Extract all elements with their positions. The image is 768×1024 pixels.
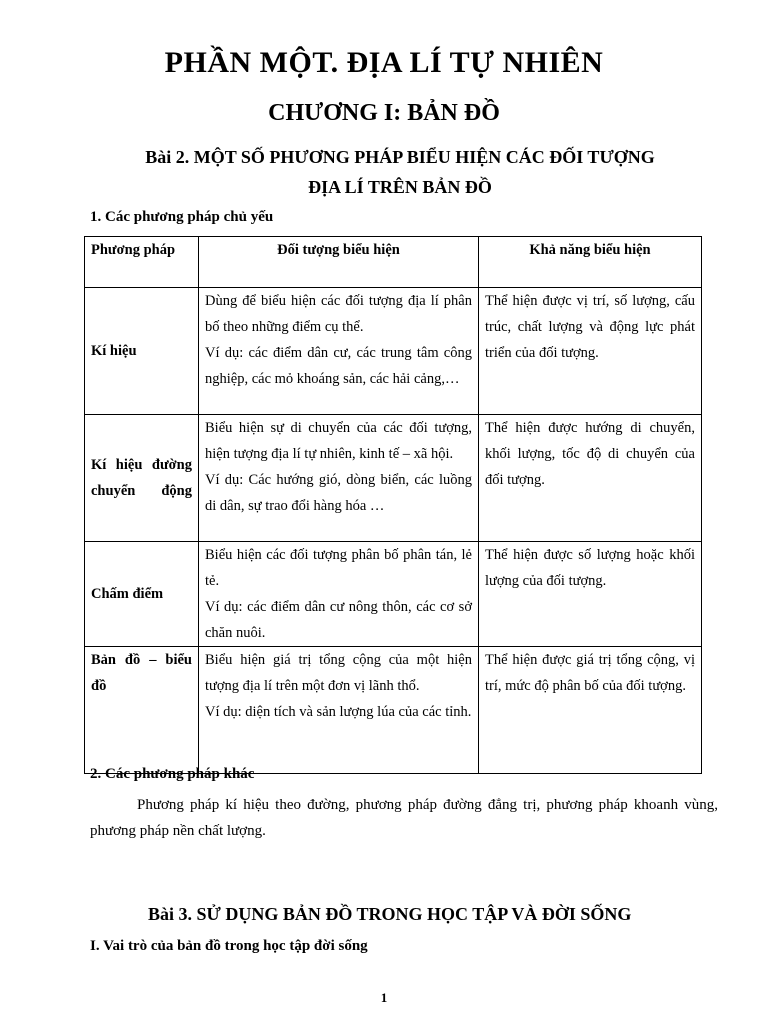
header-object: Đối tượng biểu hiện (199, 237, 479, 288)
row-object: Biểu hiện các đối tượng phân bố phân tán, lẻ tẻ. (205, 547, 472, 589)
row-object: Dùng để biểu hiện các đối tượng địa lí phân bố theo những điểm cụ thể. (205, 293, 472, 335)
section-2-heading: 2. Các phương pháp khác (90, 766, 255, 782)
row-example: Ví dụ: diện tích và sản lượng lúa của các tỉnh. (205, 704, 472, 720)
row-object-cell (199, 288, 479, 415)
row-capability: Thể hiện được hướng di chuyển, khối lượng, tốc độ di chuyển của đối tượng. (485, 420, 695, 488)
row-capability: Thể hiện được giá trị tổng cộng, vị trí, mức độ phân bố của đối tượng. (485, 652, 695, 694)
row-example: Ví dụ: Các hướng gió, dòng biển, các luồng di dân, sự trao đổi hàng hóa … (205, 472, 472, 514)
row-object-cell (199, 542, 479, 647)
section-2-body: Phương pháp kí hiệu theo đường, phương pháp đường đẳng trị, phương pháp khoanh vùng, phương pháp nền chất lượng. (90, 797, 718, 839)
row-capability: Thể hiện được vị trí, số lượng, cấu trúc, chất lượng và động lực phát triển của đối tượng. (485, 293, 695, 361)
part-title: PHẦN MỘT. ĐỊA LÍ TỰ NHIÊN (164, 46, 604, 79)
methods-table (84, 236, 702, 774)
row-example: Ví dụ: các điểm dân cư, các trung tâm công nghiệp, các mỏ khoáng sản, các hải cảng,… (205, 345, 472, 387)
table-row (85, 415, 702, 542)
lesson-3-title: Bài 3. SỬ DỤNG BẢN ĐỒ TRONG HỌC TẬP VÀ ĐỜI SỐNG (148, 904, 632, 924)
row-capability-cell (479, 542, 702, 647)
table-row (85, 542, 702, 647)
row-object-cell (199, 415, 479, 542)
lesson-2-title (60, 142, 740, 202)
header-method: Phương pháp (85, 237, 199, 288)
row-method: Kí hiệu đường chuyển động (85, 415, 199, 542)
table-header-row (85, 237, 702, 288)
section-i-heading: I. Vai trò của bản đồ trong học tập đời sống (90, 938, 368, 954)
row-object-cell (199, 647, 479, 774)
row-capability: Thể hiện được số lượng hoặc khối lượng của đối tượng. (485, 547, 695, 589)
row-method: Kí hiệu (85, 288, 199, 415)
row-object: Biểu hiện sự di chuyển của các đối tượng, hiện tượng địa lí tự nhiên, kinh tế – xã hội. (205, 420, 472, 462)
row-example: Ví dụ: các điểm dân cư nông thôn, các cơ sở chăn nuôi. (205, 599, 472, 641)
row-method: Chấm điểm (85, 542, 199, 647)
table-row (85, 288, 702, 415)
row-capability-cell (479, 647, 702, 774)
row-capability-cell (479, 415, 702, 542)
header-capability: Khả năng biểu hiện (479, 237, 702, 288)
section-1-heading: 1. Các phương pháp chủ yếu (90, 209, 274, 225)
row-capability-cell (479, 288, 702, 415)
page-number: 1 (380, 990, 388, 1005)
row-method: Bản đồ – biểu đồ (85, 647, 199, 774)
chapter-title: CHƯƠNG I: BẢN ĐỒ (268, 100, 500, 126)
lesson-2-title-line-2: ĐỊA LÍ TRÊN BẢN ĐỒ (308, 177, 492, 197)
lesson-2-title-line-1: Bài 2. MỘT SỐ PHƯƠNG PHÁP BIỂU HIỆN CÁC ĐỐI TƯỢNG (145, 147, 655, 167)
table-row (85, 647, 702, 774)
row-object: Biểu hiện giá trị tổng cộng của một hiện tượng địa lí trên một đơn vị lãnh thổ. (205, 652, 472, 694)
